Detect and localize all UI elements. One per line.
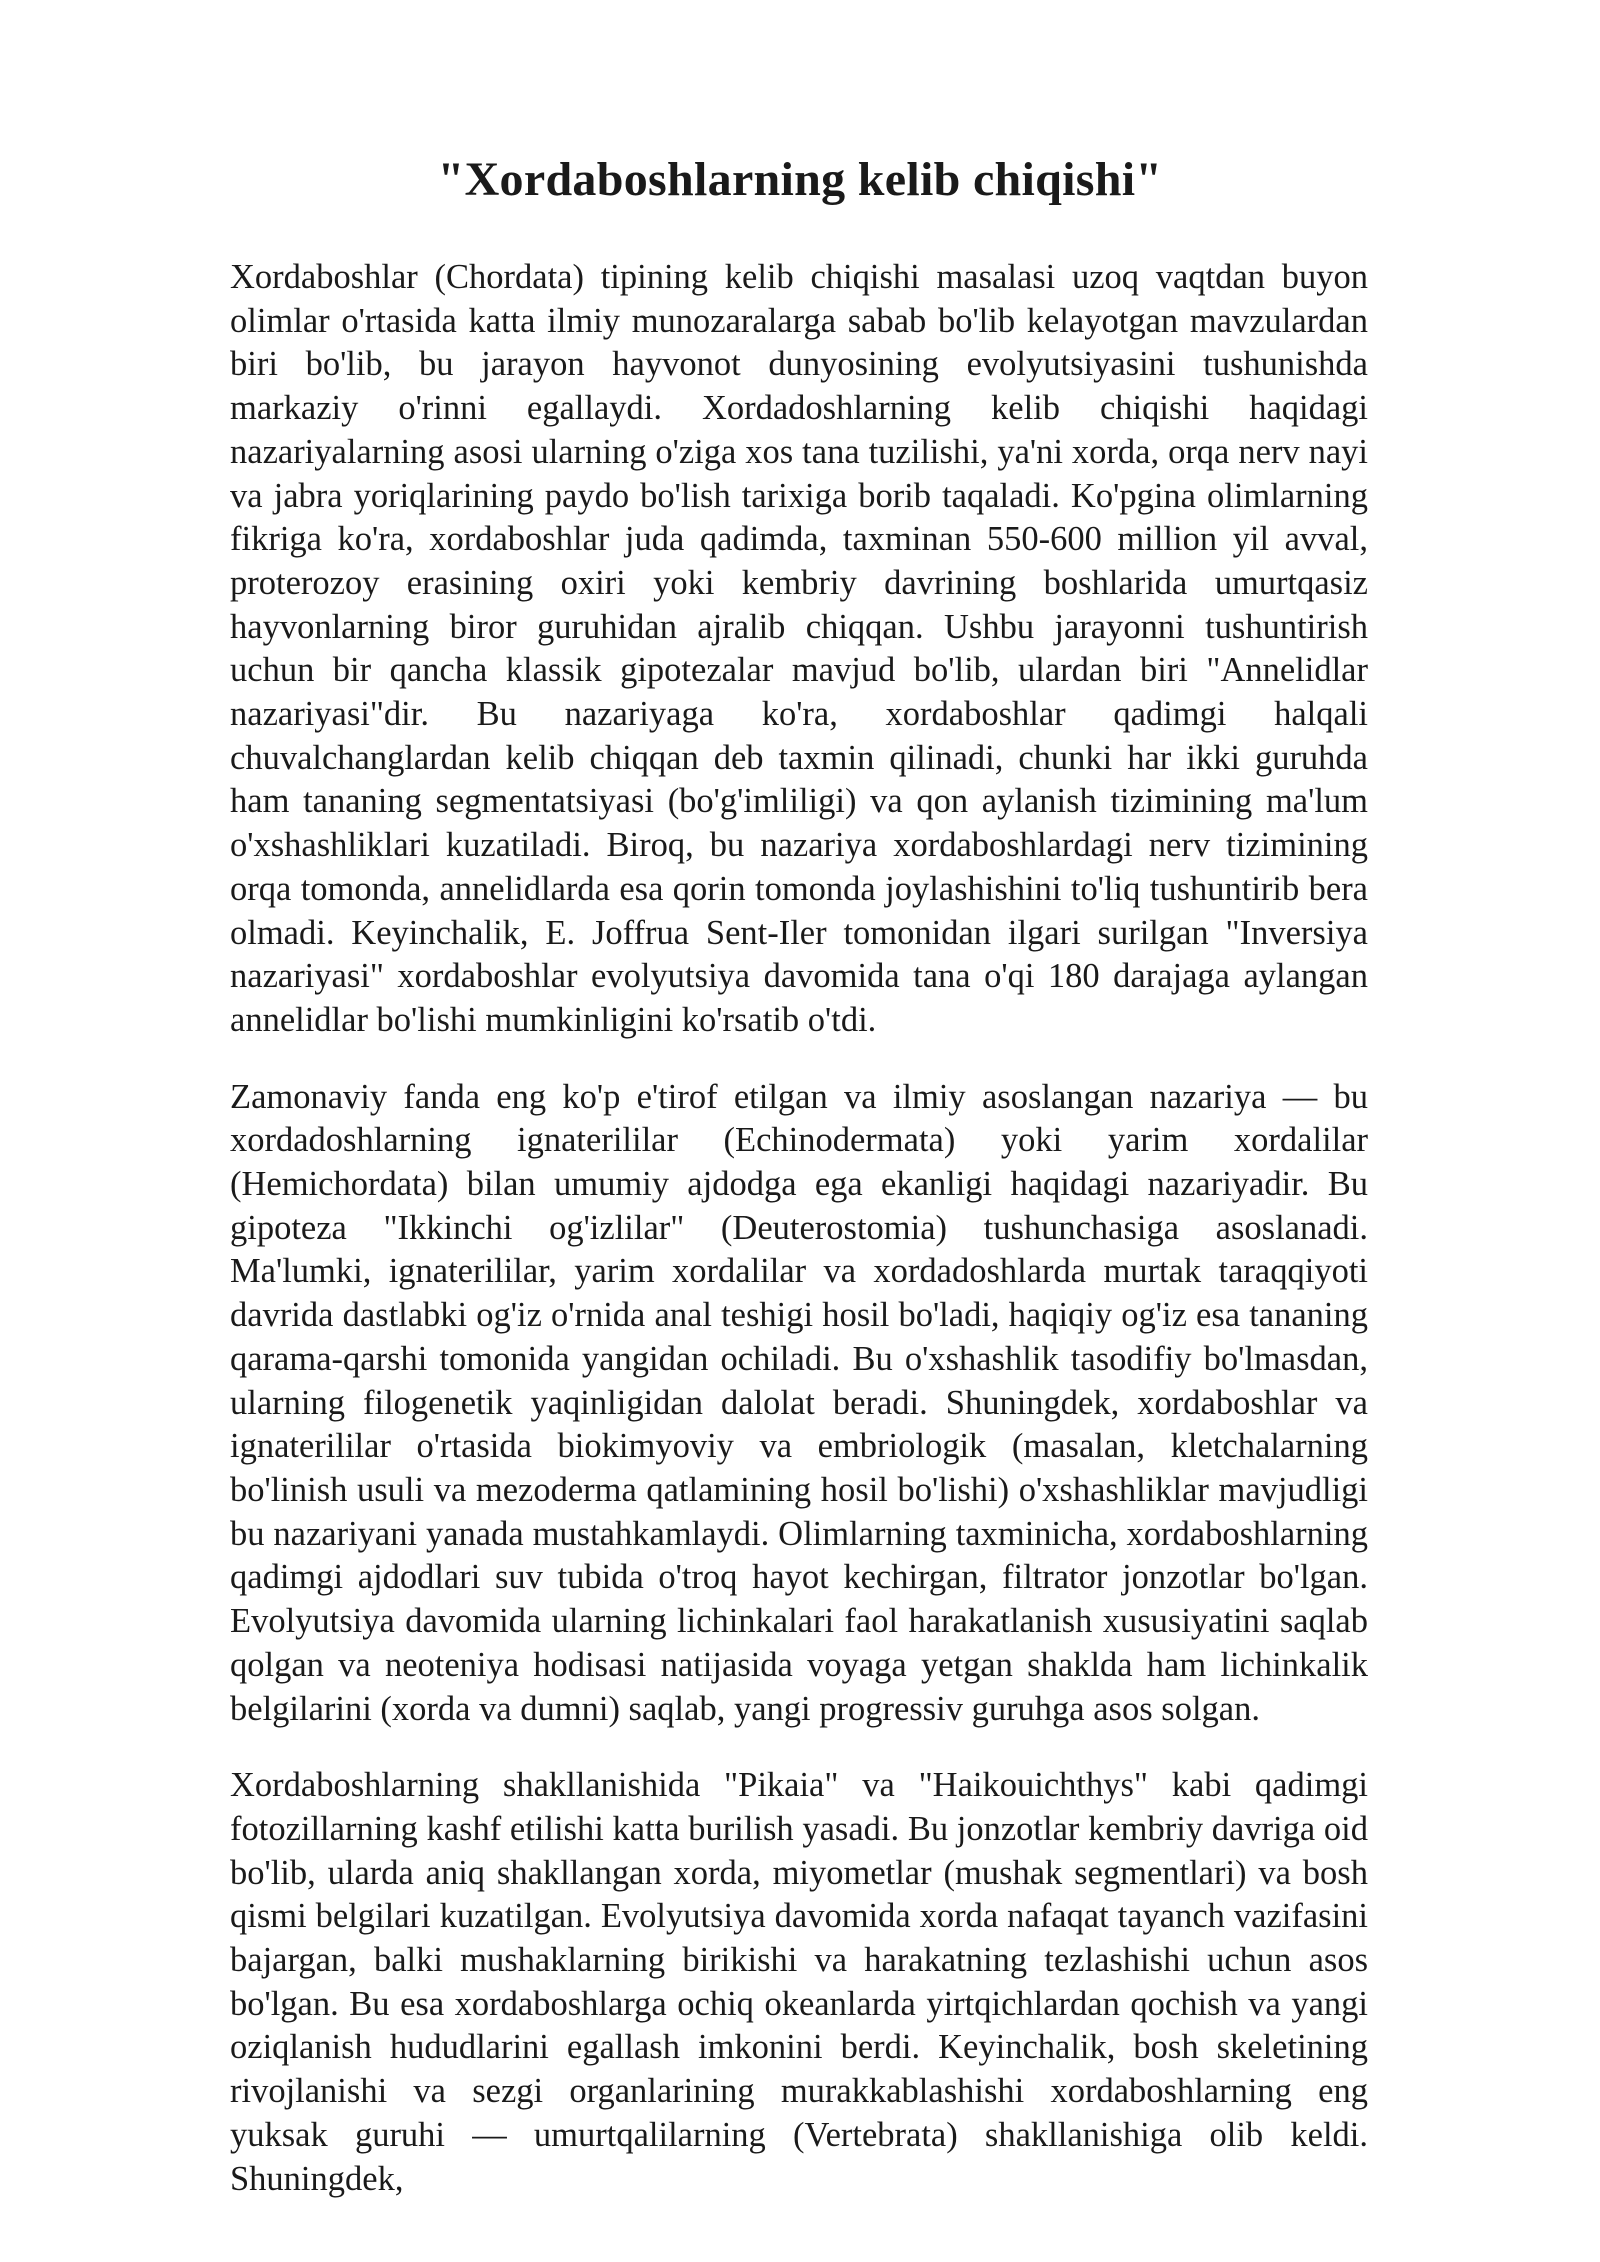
paragraph-1: Xordaboshlar (Chordata) tipining kelib chiqishi masalasi uzoq vaqtdan buyon olimlar o'rtasida katta ilmiy munozaralarga sabab bo'lib kelayotgan mavzulardan biri bo'lib, bu jarayon hayvonot dunyosining evolyutsiyasini tushunishda markaziy o'rinni egallaydi. Xordadoshlarning kelib chiqishi haqidagi nazariyalarning asosi ularning o'ziga xos tana tuzilishi, ya'ni xorda, orqa nerv nayi va jabra yoriqlarining paydo bo'lish tarixiga borib taqaladi. Ko'pgina olimlarning fikriga ko'ra, xordaboshlar juda qadimda, taxminan 550-600 million yil avval, proterozoy erasining oxiri yoki kembriy davrining boshlarida umurtqasiz hayvonlarning biror guruhidan ajralib chiqqan. Ushbu jarayonni tushuntirish uchun bir qancha klassik gipotezalar mavjud bo'lib, ulardan biri "Annelidlar nazariyasi"dir. Bu nazariyaga ko'ra, xordaboshlar qadimgi halqali chuvalchanglardan kelib chiqqan deb taxmin qilinadi, chunki har ikki guruhda ham tananing segmentatsiyasi (bo'g'imliligi) va qon aylanish tizimining ma'lum o'xshashliklari kuzatiladi. Biroq, bu nazariya xordaboshlardagi nerv tizimining orqa tomonda, annelidlarda esa qorin tomonda joylashishini to'liq tushuntirib bera olmadi. Keyinchalik, E. Joffrua Sent-Iler tomonidan ilgari surilgan "Inversiya nazariyasi" xordaboshlar evolyutsiya davomida tana o'qi 180 darajaga aylangan annelidlar bo'lishi mumkinligini ko'rsatib o'tdi. — [230, 258, 1368, 1039]
paragraph-2: Zamonaviy fanda eng ko'p e'tirof etilgan va ilmiy asoslangan nazariya — bu xordadoshlarning ignaterililar (Echinodermata) yoki yarim xordalilar (Hemichordata) bilan umumiy ajdodga ega ekanligi haqidagi nazariyadir. Bu gipoteza "Ikkinchi og'izlilar" (Deuterostomia) tushunchasiga asoslanadi. Ma'lumki, ignaterililar, yarim xordalilar va xordadoshlarda murtak taraqqiyoti davrida dastlabki og'iz o'rnida anal teshigi hosil bo'ladi, haqiqiy og'iz esa tananing qarama-qarshi tomonida yangidan ochiladi. Bu o'xshashlik tasodifiy bo'lmasdan, ularning filogenetik yaqinligidan dalolat beradi. Shuningdek, xordaboshlar va ignaterililar o'rtasida biokimyoviy va embriologik (masalan, kletchalarning bo'linish usuli va mezoderma qatlamining hosil bo'lishi) o'xshashliklar mavjudligi bu nazariyani yanada mustahkamlaydi. Olimlarning taxminicha, xordaboshlarning qadimgi ajdodlari suv tubida o'troq hayot kechirgan, filtrator jonzotlar bo'lgan. Evolyutsiya davomida ularning lichinkalari faol harakatlanish xususiyatini saqlab qolgan va neoteniya hodisasi natijasida voyaga yetgan shaklda ham lichinkalik belgilarini (xorda va dumni) saqlab, yangi progressiv guruhga asos solgan. — [230, 1077, 1368, 1728]
document-title: "Xordaboshlarning kelib chiqishi" — [437, 153, 1163, 206]
document-body — [230, 256, 1368, 2201]
paragraph-3: Xordaboshlarning shakllanishida "Pikaia" va "Haikouichthys" kabi qadimgi fotozillarning kashf etilishi katta burilish yasadi. Bu jonzotlar kembriy davriga oid bo'lib, ularda aniq shakllangan xorda, miyometlar (mushak segmentlari) va bosh qismi belgilari kuzatilgan. Evolyutsiya davomida xorda nafaqat tayanch vazifasini bajargan, balki mushaklarning birikishi va harakatning tezlashishi uchun asos bo'lgan. Bu esa xordaboshlarga ochiq okeanlarda yirtqichlardan qochish va yangi oziqlanish hududlarini egallash imkonini berdi. Keyinchalik, bosh skeletining rivojlanishi va sezgi organlarining murakkablashishi xordaboshlarning eng yuksak guruhi — umurtqalilarning (Vertebrata) shakllanishiga olib keldi. Shuningdek, — [230, 1766, 1368, 2198]
